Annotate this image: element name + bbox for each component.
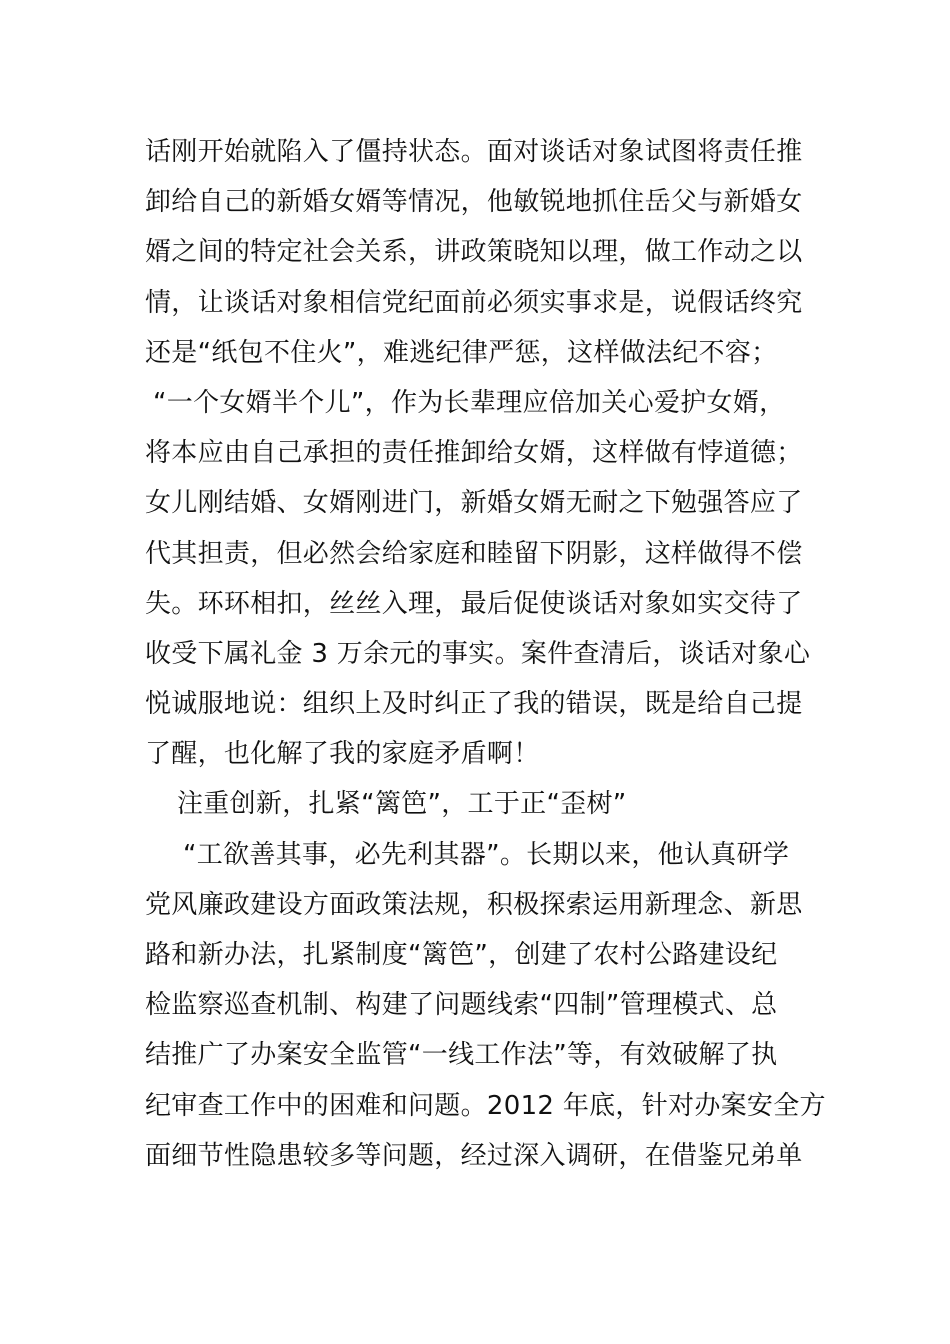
text-line-10: 失。环环相扣，丝丝入理，最后促使谈话对象如实交待了 bbox=[145, 588, 803, 619]
text-line-16: 党风廉政建设方面政策法规，积极探索运用新理念、新思 bbox=[145, 889, 803, 920]
text-line-7: 将本应由自己承担的责任推卸给女婿，这样做有悖道德； bbox=[145, 438, 803, 469]
text-line-4: 情，让谈话对象相信党纪面前必须实事求是，说假话终究 bbox=[145, 287, 803, 318]
text-line-2: 卸给自己的新婚女婿等情况，他敏锐地抓住岳父与新婚女 bbox=[145, 187, 803, 218]
text-line-5: 还是“纸包不住火”，难逃纪律严惩，这样做法纪不容； bbox=[145, 337, 778, 368]
text-line-21: 面细节性隐患较多等问题，经过深入调研，在借鉴兄弟单 bbox=[145, 1140, 803, 1171]
text-line-17: 路和新办法，扎紧制度“篱笆”，创建了农村公路建设纪 bbox=[145, 940, 778, 970]
text-line-15: “工欲善其事，必先利其器”。长期以来，他认真研学 bbox=[183, 839, 790, 870]
text-line-1: 话刚开始就陷入了僵持状态。面对谈话对象试图将责任推 bbox=[145, 137, 803, 167]
text-line-19: 结推广了办案安全监管“一线工作法”等，有效破解了执 bbox=[145, 1040, 778, 1071]
text-line-20: 纪审查工作中的困难和问题。2012 年底，针对办案安全方 bbox=[145, 1090, 826, 1121]
text-line-9: 代其担责，但必然会给家庭和睦留下阴影，这样做得不偿 bbox=[145, 538, 803, 569]
section-heading: 注重创新，扎紧“篱笆”，工于正“歪树” bbox=[177, 789, 627, 820]
text-line-11: 收受下属礼金 3 万余元的事实。案件查清后，谈话对象心 bbox=[145, 638, 811, 669]
text-line-18: 检监察巡查机制、构建了问题线索“四制”管理模式、总 bbox=[145, 990, 778, 1021]
text-line-6: “一个女婿半个儿”，作为长辈理应倍加关心爱护女婿， bbox=[153, 387, 786, 418]
text-line-13: 了醒，也化解了我的家庭矛盾啊！ bbox=[145, 739, 540, 770]
text-line-8: 女儿刚结婚、女婿刚进门，新婚女婿无耐之下勉强答应了 bbox=[145, 488, 803, 519]
text-line-3: 婿之间的特定社会关系，讲政策晓知以理，做工作动之以 bbox=[145, 237, 803, 268]
body-text bbox=[145, 127, 825, 1181]
text-line-12: 悦诚服地说：组织上及时纠正了我的错误，既是给自己提 bbox=[145, 689, 803, 720]
